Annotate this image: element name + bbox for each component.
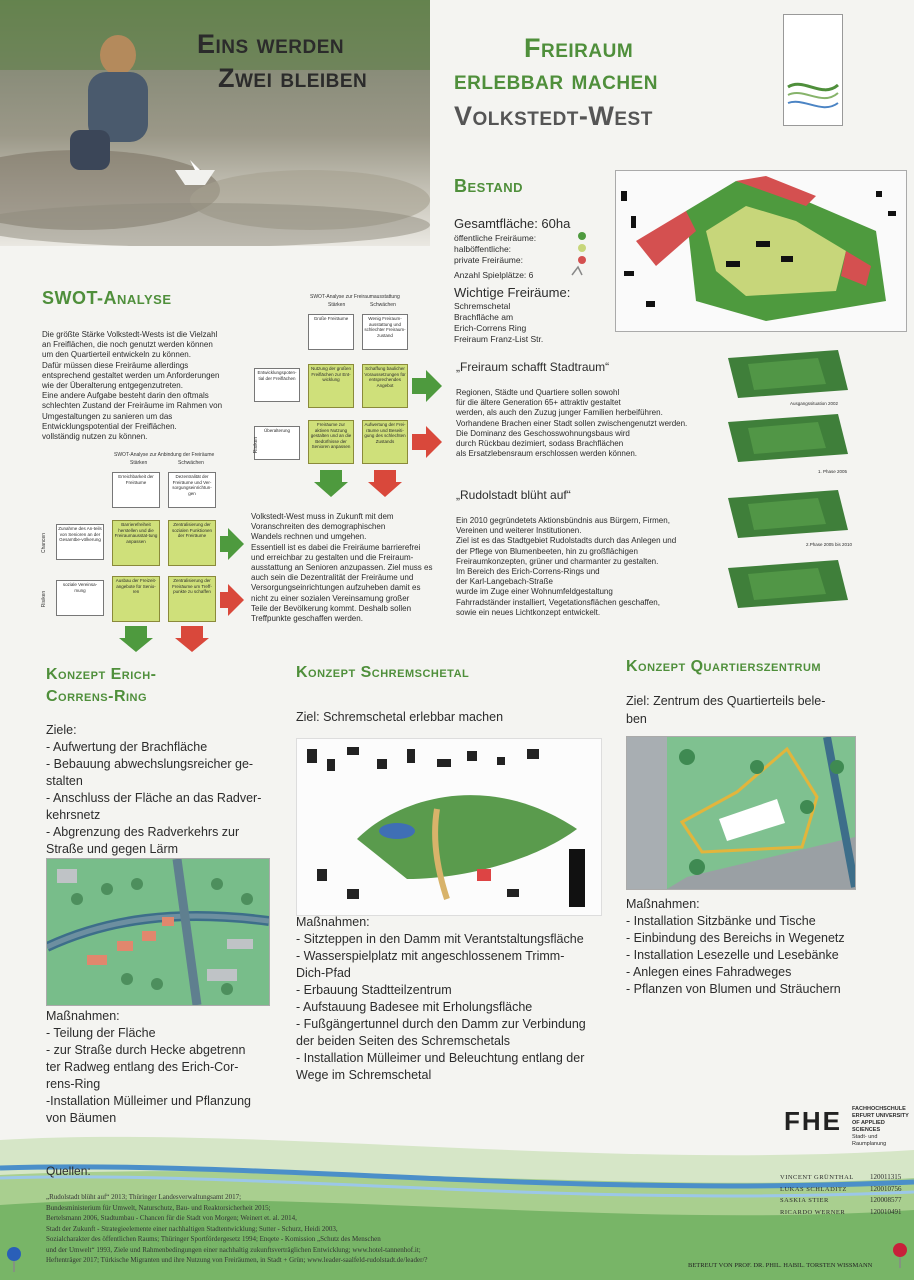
bestand-site-map bbox=[615, 170, 907, 332]
konzept3-measures bbox=[626, 896, 886, 998]
diagram-side-box: Überalterung bbox=[254, 426, 300, 460]
arrow-down-green bbox=[314, 470, 348, 497]
author-name: SASKIA STIER bbox=[780, 1197, 829, 1204]
lake-shape bbox=[379, 823, 415, 839]
fhe-logo-sub-line: OF APPLIED SCIENCES bbox=[852, 1120, 885, 1133]
fhe-logo-sub-line: Raumplanung bbox=[852, 1141, 887, 1147]
title-right-line1: Freiraum bbox=[524, 33, 634, 63]
stadtraum-text-line: Regionen, Städte und Quartiere sollen sowohl bbox=[456, 388, 620, 397]
rudolstadt-text-line: Vereinen und weiterer Institutionen. bbox=[456, 526, 582, 536]
rudolstadt-text bbox=[456, 516, 716, 618]
phase-map-graphic bbox=[718, 558, 852, 610]
pushpin-icon bbox=[4, 1244, 24, 1274]
konzept1-heading bbox=[46, 664, 157, 708]
diagram-axis-risks: Risiken bbox=[41, 590, 48, 608]
diagram-title: SWOT-Analyse zur Anbindung der Freiräume bbox=[114, 452, 215, 458]
title-right-line3: Volkstedt-West bbox=[454, 101, 653, 131]
konzept3-plan-graphic bbox=[627, 737, 855, 889]
konzept2-measure-item: - Aufstauung Badesee mit Erholungsfläche bbox=[296, 1000, 533, 1014]
konzept1-measure-item: -Installation Mülleimer und Pflanzung bbox=[46, 1094, 251, 1108]
swot-text-line: Treffpunkte geschaffen werden. bbox=[251, 614, 363, 624]
bestand-legend bbox=[454, 233, 536, 266]
konzept3-goal-line: ben bbox=[626, 712, 647, 726]
swot-text-line: an Freiflächen, die noch genutzt werden können bbox=[42, 340, 213, 350]
swot-conclusion-text bbox=[251, 512, 451, 624]
author-id: 120010756 bbox=[870, 1184, 902, 1193]
title-left-line2: Zwei bleiben bbox=[218, 63, 368, 93]
source-entry: „Rudolstadt blüht auf“ 2013; Thüringer Landesverwaltungsamt 2017; bbox=[46, 1193, 242, 1201]
konzept2-measure-item: - Sitzteppen in den Damm mit Verantstaltungsfläche bbox=[296, 932, 584, 946]
swot-text-line: Dafür müssen diese Freiräume allerdings bbox=[42, 360, 189, 370]
rudolstadt-text-line: der Pflege von Blumenbeeten, hin zu großflächigen bbox=[456, 546, 638, 556]
rudolstadt-text-line: wurde im Zuge einer Wohnumfeldgestaltung bbox=[456, 587, 613, 597]
rudolstadt-text-line: Ein 2010 gegründetets Aktionsbündnis aus Bürgern, Firmen, bbox=[456, 516, 670, 525]
swot-text-line: schlechten Zustand der Freiräume im Rahmen von bbox=[42, 401, 223, 411]
fhe-logo-sub-line: FACHHOCHSCHULE bbox=[852, 1106, 906, 1112]
diagram-strategy-cell: Barrierefreiheit herstellen und die Freiraumausstat-tung anpassen bbox=[112, 520, 160, 566]
rudolstadt-text-line: Fahrradständer installiert, Vegetationsflächen geschaffen, bbox=[456, 597, 660, 607]
diagram-strategy-cell: Nutzung der großen Freiflächen zur Ent-wicklung bbox=[308, 364, 354, 408]
sources-label: Quellen: bbox=[46, 1164, 91, 1178]
diagram-col-weaknesses: Schwächen bbox=[178, 460, 204, 466]
rudolstadt-text-line: der Karl-Langebach-Straße bbox=[456, 577, 553, 587]
arrow-down-red bbox=[175, 626, 209, 652]
important-spaces-list bbox=[454, 301, 543, 345]
diagram-strategy-cell: Zentralisierung der Freiräume um Treff-punkte zu schaffen bbox=[168, 576, 216, 622]
source-entry: Heftenträger 2017; Türkische Migranten und ihre Nutzung von Freiräumen, in Stadt + Grün; www.leader-saalfeld-rudolstadt.de/leader/? bbox=[46, 1256, 428, 1264]
swot-text-line: ausstattung an Senioren anzupassen. Ziel muss es bbox=[251, 563, 433, 573]
bestand-map-graphic bbox=[616, 171, 906, 331]
diagram-head-box: Große Freiräume bbox=[308, 314, 354, 350]
swot-text-line: Eine andere Aufgabe besteht darin den oftmals bbox=[42, 391, 209, 401]
konzept2-measure-item: der beiden Seiten des Schremschetals bbox=[296, 1034, 511, 1048]
rudolstadt-text-line: Freiraumkonzepten, grüner und charmanter zu gestalten. bbox=[456, 556, 659, 566]
konzept2-measures bbox=[296, 914, 616, 1084]
arrow-right-green bbox=[412, 370, 442, 402]
diagram-arrows bbox=[30, 452, 245, 654]
stadtraum-heading: „Freiraum schafft Stadtraum“ bbox=[456, 360, 610, 374]
swot-text-line: und erreichbar zu gestalten und die Freiraum- bbox=[251, 552, 414, 562]
source-entry: Bundesministerium für Umwelt, Naturschutz, Bau- und Reaktorsicherheit 2015; bbox=[46, 1203, 271, 1212]
swot-text-line: auch sein die Dezentralität der Freiräume und bbox=[251, 573, 414, 583]
phase-image-2010 bbox=[718, 488, 852, 540]
arrow-right-red bbox=[412, 426, 442, 458]
konzept3-goal bbox=[626, 692, 825, 728]
title-right-line2: erlebbar machen bbox=[454, 65, 658, 95]
author-id: 120008577 bbox=[870, 1196, 902, 1204]
phase-map-graphic bbox=[718, 348, 852, 400]
source-entry: Stadt der Zukunft - Strategieelemente einer nachhaltigen Stadtentwicklung; Sutter - Schurz, Heidi 2003, bbox=[46, 1224, 338, 1233]
konzept1-measure-item: - zur Straße durch Hecke abgetrenn bbox=[46, 1043, 246, 1057]
swot-text-line: Umgestaltungen zu sanieren um das bbox=[42, 411, 173, 421]
phase-caption-2002: Ausgangssituation 2002 bbox=[790, 401, 839, 406]
stadtraum-text-line: durch Rückbau dezimiert, sodass Brachflächen bbox=[456, 439, 624, 449]
konzept1-goal-item: - Anschluss der Fläche an das Radver- bbox=[46, 791, 262, 805]
swot-text-line: vollständig nutzen zu können. bbox=[42, 432, 148, 442]
title-left-line1: Eins werden bbox=[197, 29, 345, 59]
swot-text-line: Volkstedt-West muss in Zukunft mit dem bbox=[251, 512, 394, 521]
authors-list bbox=[780, 1172, 902, 1218]
diagram-strategy-cell: Aufwertung der Frei-räume und Beseiti-gung des schlechten Zustands bbox=[362, 420, 408, 464]
stadtraum-text-line: werden, als auch den Zuzug junger Familien herbeiführen. bbox=[456, 408, 663, 418]
author-name: LUKAS SCHLADITZ bbox=[780, 1185, 847, 1193]
swot-text-line: Entwicklungspotential der Freiflächen. bbox=[42, 421, 177, 431]
important-space-item: Schremschetal bbox=[454, 301, 511, 311]
swot-text-line: wie der Überalterung entgegenzutreten. bbox=[42, 381, 183, 391]
stadtraum-text-line: für die ältere Generation 65+ attraktiv gestaltet bbox=[456, 398, 621, 408]
konzept1-heading-line: Konzept Erich- bbox=[46, 666, 157, 683]
konzept1-goal-item: - Aufwertung der Brachfläche bbox=[46, 740, 208, 754]
source-entry: Sozialcharakter des öffentlichen Raums; Thüringer Sportfördergesetz 1994; Enqete - Komission „Schutz des Menschen bbox=[46, 1235, 381, 1243]
konzept1-goal-item: - Bebauung abwechslungsreicher ge- bbox=[46, 757, 254, 771]
legend-color-dots bbox=[568, 229, 590, 279]
diagram-axis-risks: Risiken bbox=[253, 436, 260, 454]
phase-map-graphic bbox=[718, 412, 852, 464]
author-name: RICARDO WERNER bbox=[780, 1208, 846, 1216]
phase-map-graphic bbox=[718, 488, 852, 540]
diagram-strategy-cell: Schaffung baulicher Voraussetzungen für entsprechendes Angebot bbox=[362, 364, 408, 408]
konzept2-plan-graphic bbox=[297, 739, 601, 915]
rudolstadt-text-line: Im Bereich des Erich-Correns-Rings und bbox=[456, 567, 600, 577]
konzept3-plan bbox=[626, 736, 856, 890]
diagram-title: SWOT-Analyse zur Freiraumausstattung bbox=[310, 294, 400, 300]
diagram-strategy-cell: Freiräume zur aktiven Nutzung gestalten und an die Bedürfnisse der Senioren anpassen bbox=[308, 420, 354, 464]
konzept1-plan-graphic bbox=[47, 859, 269, 1005]
konzept2-measure-item: - Fußgängertunnel durch den Damm zur Verbindung bbox=[296, 1017, 586, 1031]
diagram-col-strengths: Stärken bbox=[328, 302, 346, 308]
phase-caption-2010: 2.Phase 2005 bis 2010 bbox=[806, 542, 853, 547]
stadtraum-text-line: Vorhandene Brachen einer Stadt sollen zwischengenutzt werden. bbox=[456, 418, 688, 428]
diagram-col-weaknesses: Schwächen bbox=[370, 302, 396, 308]
swot-text-line: um den Quartierteil entwickeln zu können. bbox=[42, 350, 191, 360]
konzept1-heading-line: Correns-Ring bbox=[46, 688, 148, 705]
konzept2-measure-item: - Wasserspielplatz mit angeschlossenem Trimm- bbox=[296, 949, 565, 963]
diagram-strategy-cell: Zentralisierung der sozialen Funktionen der Freiräume bbox=[168, 520, 216, 566]
arrow-down-red bbox=[368, 470, 402, 497]
diagram-side-box: Zunahme des An-teils von Senioren an der Gesamtbe-völkerung bbox=[56, 524, 104, 560]
project-logo bbox=[783, 14, 843, 126]
swot-diagram-anbindung bbox=[30, 452, 245, 654]
swot-diagram-freiraumausstattung bbox=[250, 292, 445, 502]
diagram-side-box: Entwicklungspoten-tial der Freiflächen bbox=[254, 368, 300, 402]
wave-logo-icon bbox=[784, 15, 842, 125]
author-row bbox=[780, 1195, 902, 1207]
rudolstadt-heading: „Rudolstadt blüht auf“ bbox=[456, 488, 571, 502]
fhe-logo: FHE bbox=[784, 1106, 842, 1136]
supervisor-credit: BETREUT VON PROF. DR. PHIL. HABIL. TORSTEN WISSMANN bbox=[688, 1262, 873, 1269]
author-id: 120011315 bbox=[870, 1173, 902, 1181]
konzept1-measure-item: von Bäumen bbox=[46, 1111, 117, 1125]
diagram-col-strengths: Stärken bbox=[130, 460, 148, 466]
konzept1-goals bbox=[46, 722, 276, 858]
stadtraum-text-line: als Ersatzlebensraum erschlossen werden können. bbox=[456, 449, 637, 459]
bestand-playgrounds: Anzahl Spielplätze: 6 bbox=[454, 270, 534, 280]
author-row bbox=[780, 1207, 902, 1219]
konzept3-heading: Konzept Quartierszentrum bbox=[626, 658, 822, 675]
konzept1-goal-item: stalten bbox=[46, 774, 83, 788]
important-spaces-heading: Wichtige Freiräume: bbox=[454, 285, 571, 300]
konzept1-measure-item: rens-Ring bbox=[46, 1077, 101, 1091]
rudolstadt-text-line: Ziel ist es das Stadtgebiet Rudolstadts durch das Anlegen und bbox=[456, 536, 677, 546]
author-name: VINCENT GRÜNTHAL bbox=[780, 1174, 854, 1181]
author-id: 120010491 bbox=[870, 1207, 902, 1216]
arrow-right-red bbox=[220, 584, 244, 616]
konzept1-goal-item: - Abgrenzung des Radverkehrs zur bbox=[46, 825, 240, 839]
konzept3-measures-label: Maßnahmen: bbox=[626, 897, 700, 911]
important-space-item: Freiraum Franz-List Str. bbox=[454, 334, 544, 344]
konzept2-measure-item: Dich-Pfad bbox=[296, 966, 351, 980]
phase-image-2005 bbox=[718, 412, 852, 464]
legend-semi-public: halböffentliche: bbox=[454, 244, 512, 254]
phase-image-final bbox=[718, 558, 852, 610]
legend-dot-semi-public bbox=[578, 244, 586, 252]
konzept1-plan bbox=[46, 858, 270, 1006]
diagram-side-box: soziale Vereinsa-mung bbox=[56, 580, 104, 616]
swot-text-line: Essentiell ist es dabei die Freiräume barrierefrei bbox=[251, 542, 421, 552]
author-row bbox=[780, 1184, 902, 1196]
diagram-arrows bbox=[250, 292, 445, 502]
legend-dot-public bbox=[578, 232, 586, 240]
arrow-down-green bbox=[119, 626, 153, 652]
sources-list bbox=[46, 1192, 606, 1266]
konzept3-measure-item: - Pflanzen von Blumen und Sträuchern bbox=[626, 982, 841, 996]
swot-text-line: nicht zu einer sozialen Vereinsamung großer bbox=[251, 593, 410, 603]
fhe-logo-sub-line: Stadt- und bbox=[852, 1134, 878, 1140]
konzept3-measure-item: - Einbindung des Bereichs in Wegenetz bbox=[626, 931, 845, 945]
konzept1-goal-item: kehrsnetz bbox=[46, 808, 101, 822]
stadtraum-text-line: Die Dominanz des Geschosswohnungsbaus wird bbox=[456, 428, 630, 438]
playground-slide-icon bbox=[572, 267, 582, 275]
phase-caption-2005: 1. Phase 2005 bbox=[818, 469, 848, 474]
swot-text-line: Voranschreiten des demographischen bbox=[251, 522, 386, 532]
swot-intro-text bbox=[42, 330, 242, 442]
legend-public: öffentliche Freiräume: bbox=[454, 233, 537, 243]
phase-image-2002 bbox=[718, 348, 852, 400]
konzept2-measures-label: Maßnahmen: bbox=[296, 915, 370, 929]
diagram-head-box: Wenig Freiraum-ausstattung und schlechter Freiraum-zustand bbox=[362, 314, 408, 350]
konzept1-measure-item: ter Radweg entlang des Erich-Cor- bbox=[46, 1060, 239, 1074]
diagram-head-box: Erreichbarkeit der Freiräume bbox=[112, 472, 160, 508]
konzept3-measure-item: - Installation Sitzbänke und Tische bbox=[626, 914, 816, 928]
diagram-axis-chances: Chancen bbox=[41, 532, 48, 554]
author-row bbox=[780, 1172, 902, 1184]
important-space-item: Brachfläche am bbox=[454, 312, 514, 322]
konzept3-measure-item: - Installation Lesezelle und Lesebänke bbox=[626, 948, 839, 962]
source-entry: Bertelsmann 2006, Stadtumbau - Chancen für die Stadt von Morgen; Weinert et. al. 2014, bbox=[46, 1214, 297, 1222]
diagram-strategy-cell: Ausbau der Freizeit-angebote für Senio-ren bbox=[112, 576, 160, 622]
konzept1-measure-item: - Teilung der Fläche bbox=[46, 1026, 156, 1040]
arrow-right-green bbox=[220, 528, 244, 560]
swot-text-line: Versorgungseinrichtungen aufzuheben damit es bbox=[251, 583, 421, 593]
konzept2-measure-item: - Installation Mülleimer und Beleuchtung entlang der bbox=[296, 1051, 585, 1065]
fhe-logo-sub-line: ERFURT UNIVERSITY bbox=[852, 1113, 909, 1119]
stadtraum-text bbox=[456, 388, 716, 459]
konzept3-measure-item: - Anlegen eines Fahradweges bbox=[626, 965, 792, 979]
konzept1-measures bbox=[46, 1008, 276, 1127]
important-space-item: Erich-Correns Ring bbox=[454, 323, 527, 333]
konzept2-measure-item: Wege im Schremschetal bbox=[296, 1068, 432, 1082]
swot-text-line: entsprechend gestaltet werden um Anforderungen bbox=[42, 370, 220, 380]
bestand-total-area: Gesamtfläche: 60ha bbox=[454, 216, 571, 231]
swot-heading: SWOT-Analyse bbox=[42, 288, 172, 308]
swot-text-line: Die größte Stärke Volkstedt-Wests ist die Vielzahl bbox=[42, 330, 218, 339]
swot-text-line: Wandels rechnen und umgehen. bbox=[251, 532, 367, 542]
konzept2-measure-item: - Erbauung Stadtteilzentrum bbox=[296, 983, 452, 997]
konzept2-plan bbox=[296, 738, 602, 916]
rudolstadt-text-line: sowie ein neues Lichtkonzept entwickelt. bbox=[456, 607, 601, 617]
konzept1-measures-label: Maßnahmen: bbox=[46, 1009, 120, 1023]
legend-private: private Freiräume: bbox=[454, 255, 523, 265]
legend-dot-private bbox=[578, 256, 586, 264]
diagram-head-box: Dezentralität der Freiräume und Ver-sorgungseinrichtun-gen bbox=[168, 472, 216, 508]
konzept2-goal: Ziel: Schremschetal erlebbar machen bbox=[296, 710, 504, 724]
konzept1-goals-label: Ziele: bbox=[46, 723, 77, 737]
konzept2-heading: Konzept Schremschetal bbox=[296, 664, 470, 681]
bestand-heading: Bestand bbox=[454, 176, 523, 196]
konzept3-goal-line: Ziel: Zentrum des Quartierteils bele- bbox=[626, 694, 826, 708]
source-entry: und der Umwelt“ 1993, Ziele und Rahmenbedingungen einer nachhaltig zukunftsverträglichen Entwicklung; www.hotel-tannenhof.it; bbox=[46, 1245, 421, 1254]
konzept1-goal-item: Straße und gegen Lärm bbox=[46, 842, 179, 856]
pushpin-icon bbox=[890, 1240, 910, 1270]
swot-text-line: Teile der Bevölkerung kommt. Deshalb sollen bbox=[251, 603, 412, 613]
